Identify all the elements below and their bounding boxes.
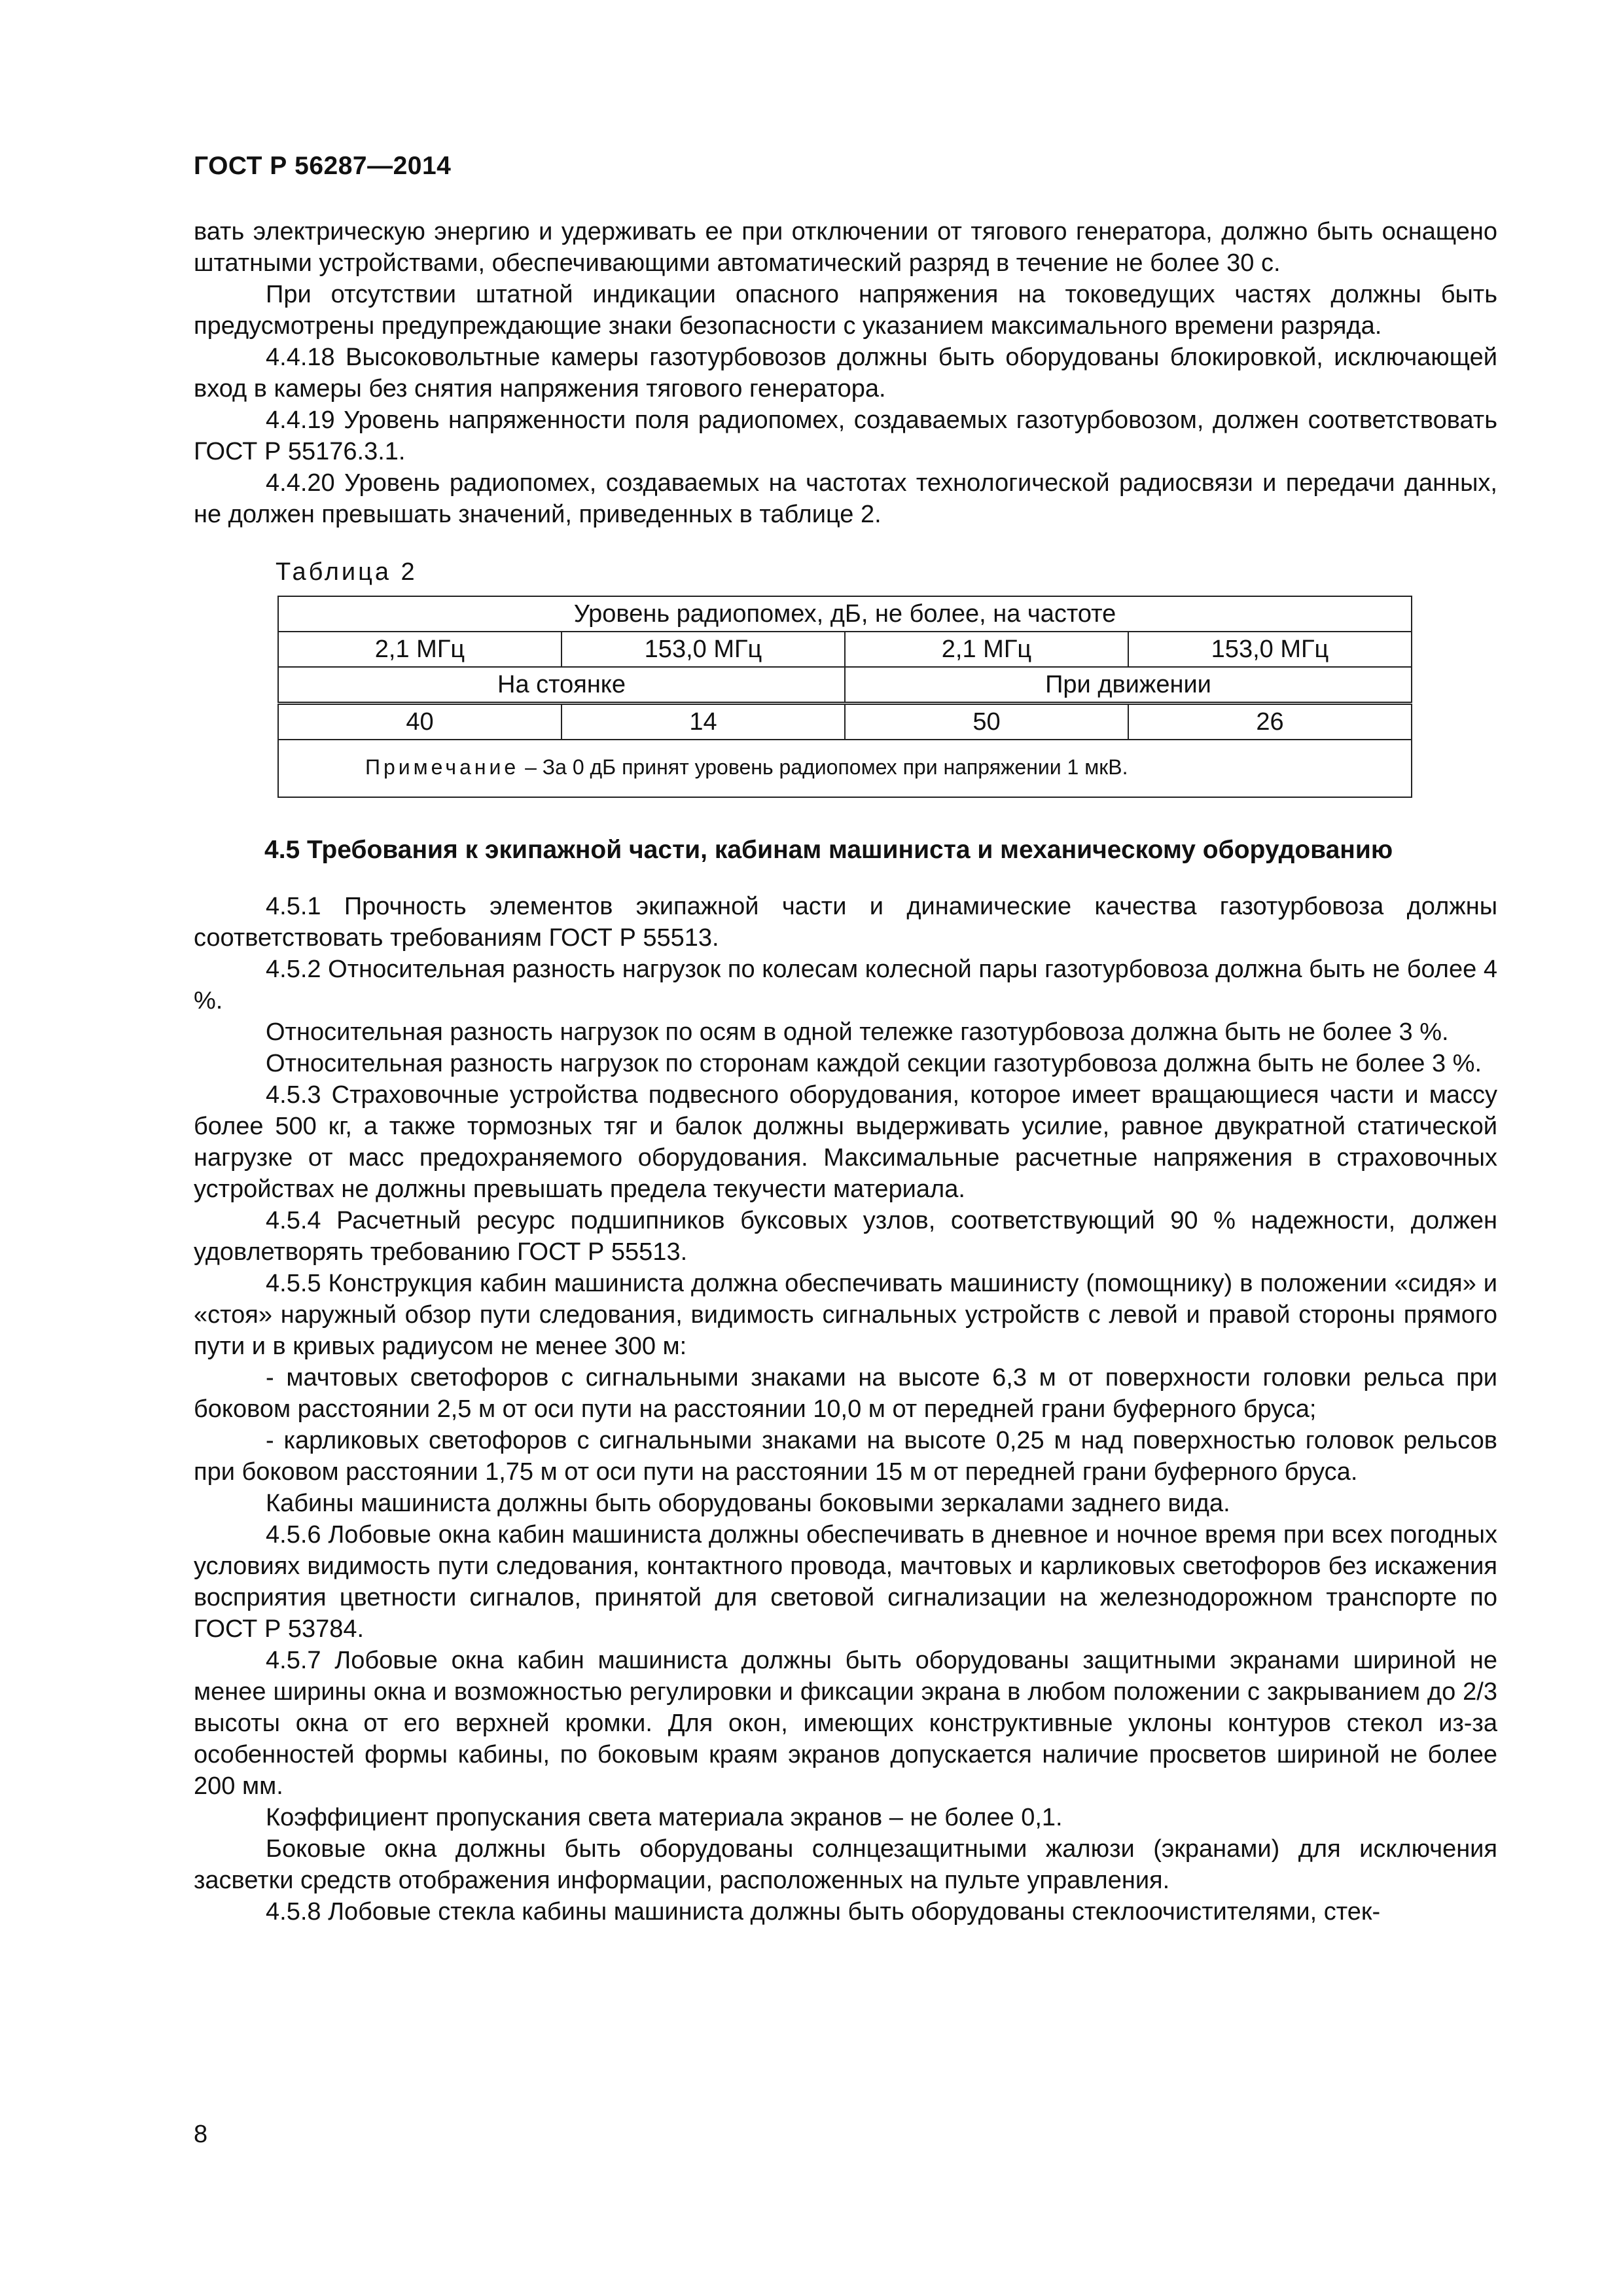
table-freq-cell: 2,1 МГц xyxy=(845,632,1128,667)
table-freq-cell: 2,1 МГц xyxy=(278,632,562,667)
table-row xyxy=(278,704,1412,740)
table-value-cell: 40 xyxy=(278,704,562,740)
table-row xyxy=(278,632,1412,667)
table-mode-cell: При движении xyxy=(845,667,1412,704)
table-header-cell: Уровень радиопомех, дБ, не более, на частоте xyxy=(278,596,1412,632)
paragraph: 4.5.7 Лобовые окна кабин машиниста должны быть оборудованы защитными экранами шириной не менее ширины окна и возможностью регулировки и фиксации экрана в любом положении с закрыванием до 2/3 высоты окна от его верхней кромки. Для окон, имеющих конструктивные уклоны контуров стекол из-за особенностей формы кабины, по боковым краям экранов допускается наличие просветов шириной не более 200 мм. xyxy=(194,1647,1497,1800)
paragraph: Относительная разность нагрузок по осям в одной тележке газотурбовоза должна быть не более 3 %. xyxy=(266,1018,1449,1046)
paragraph: 4.5.6 Лобовые окна кабин машиниста должны обеспечивать в дневное и ночное время при всех погодных условиях видимость пути следования, контактного провода, мачтовых и карликовых светофоров без искажения восприятия цветности сигналов, принятой для световой сигнализации на железнодорожном транспорте по ГОСТ Р 53784. xyxy=(194,1521,1497,1643)
radio-interference-table xyxy=(277,596,1412,798)
paragraph: При отсутствии штатной индикации опасного напряжения на токоведущих частях должны быть предусмотрены предупреждающие знаки безопасности с указанием максимального времени разряда. xyxy=(194,281,1497,340)
paragraph: вать электрическую энергию и удерживать ее при отключении от тягового генератора, должно быть оснащено штатными устройствами, обеспечивающими автоматический разряд в течение не более 30 с. xyxy=(194,218,1497,277)
table-row xyxy=(278,740,1412,797)
table-note-text: – За 0 дБ принят уровень радиопомех при напряжении 1 мкВ. xyxy=(519,755,1128,779)
table-value-cell: 14 xyxy=(562,704,845,740)
table-freq-cell: 153,0 МГц xyxy=(562,632,845,667)
paragraph: Боковые окна должны быть оборудованы солнцезащитными жалюзи (экранами) для исключения засветки средств отображения информации, расположенных на пульте управления. xyxy=(194,1835,1497,1894)
page-number: 8 xyxy=(194,2121,208,2148)
table-note-label: Примечание xyxy=(365,755,520,779)
table-value-cell: 26 xyxy=(1128,704,1412,740)
table-row xyxy=(278,596,1412,632)
table-note xyxy=(278,740,1412,797)
paragraph: Относительная разность нагрузок по сторонам каждой секции газотурбовоза должна быть не более 3 %. xyxy=(266,1050,1482,1077)
table-value-cell: 50 xyxy=(845,704,1128,740)
paragraph: Коэффициент пропускания света материала экранов – не более 0,1. xyxy=(266,1804,1063,1831)
table-title: Таблица 2 xyxy=(276,558,418,586)
paragraph: 4.5.8 Лобовые стекла кабины машиниста должны быть оборудованы стеклоочистителями, стек- xyxy=(266,1898,1381,1926)
table-freq-cell: 153,0 МГц xyxy=(1128,632,1412,667)
table-mode-cell: На стоянке xyxy=(278,667,845,704)
document-code-header: ГОСТ Р 56287—2014 xyxy=(194,152,452,180)
paragraph: Кабины машиниста должны быть оборудованы боковыми зеркалами заднего вида. xyxy=(266,1490,1230,1517)
paragraph: 4.5.1 Прочность элементов экипажной части и динамические качества газотурбовоза должны соответствовать требованиям ГОСТ Р 55513. xyxy=(194,893,1497,952)
paragraph: 4.5.2 Относительная разность нагрузок по колесам колесной пары газотурбовоза должна быть не более 4 %. xyxy=(194,956,1497,1014)
paragraph: 4.4.19 Уровень напряженности поля радиопомех, создаваемых газотурбовозом, должен соответствовать ГОСТ Р 55176.3.1. xyxy=(194,406,1497,465)
document-body xyxy=(194,216,1497,1928)
paragraph: 4.4.20 Уровень радиопомех, создаваемых на частотах технологической радиосвязи и передачи данных, не должен превышать значений, приведенных в таблице 2. xyxy=(194,469,1497,528)
paragraph: 4.5.4 Расчетный ресурс подшипников буксовых узлов, соответствующий 90 % надежности, должен удовлетворять требованию ГОСТ Р 55513. xyxy=(194,1207,1497,1266)
paragraph: 4.5.5 Конструкция кабин машиниста должна обеспечивать машинисту (помощнику) в положении «сидя» и «стоя» наружный обзор пути следования, видимость сигнальных устройств с левой и правой стороны прямого пути и в кривых радиусом не менее 300 м: xyxy=(194,1270,1497,1360)
paragraph: 4.5.3 Страховочные устройства подвесного оборудования, которое имеет вращающиеся части и массу более 500 кг, а также тормозных тяг и балок должны выдерживать усилие, равное двукратной статической нагрузке от масс предохраняемого оборудования. Максимальные расчетные напряжения в страховочных устройствах не должны превышать предела текучести материала. xyxy=(194,1081,1497,1203)
list-item: - карликовых светофоров с сигнальными знаками на высоте 0,25 м над поверхностью головок рельсов при боковом расстоянии 1,75 м от оси пути на расстоянии 15 м от передней грани буферного бруса. xyxy=(194,1427,1497,1486)
table-row xyxy=(278,667,1412,704)
list-item: - мачтовых светофоров с сигнальными знаками на высоте 6,3 м от поверхности головки рельса при боковом расстоянии 2,5 м от оси пути на расстоянии 10,0 м от передней грани буферного бруса; xyxy=(194,1364,1497,1423)
section-heading: 4.5 Требования к экипажной части, кабинам машиниста и механическому оборудованию xyxy=(264,836,1393,864)
paragraph: 4.4.18 Высоковольтные камеры газотурбовозов должны быть оборудованы блокировкой, исключающей вход в камеры без снятия напряжения тягового генератора. xyxy=(194,344,1497,403)
